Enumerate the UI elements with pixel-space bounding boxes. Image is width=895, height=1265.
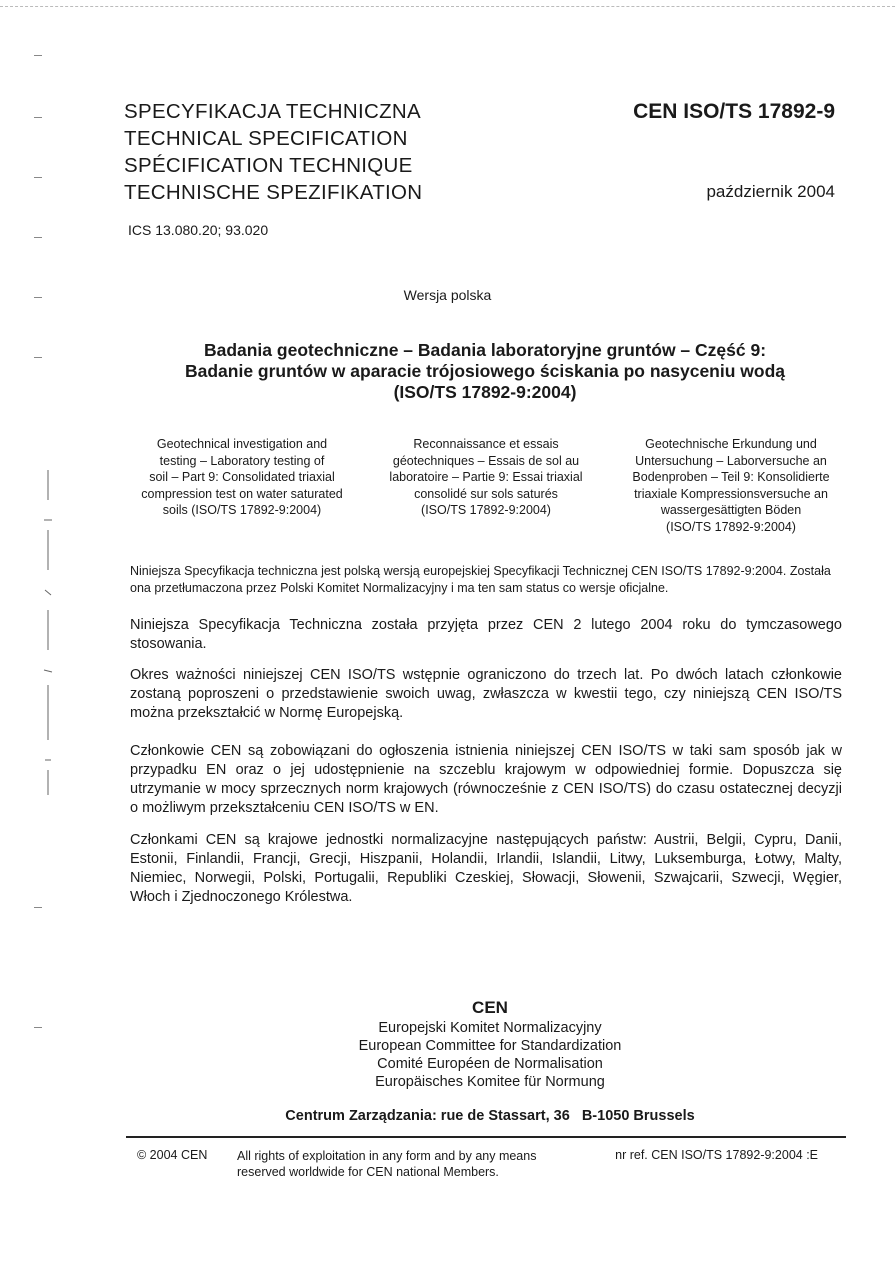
main-title-line: Badanie gruntów w aparacie trójosiowego ściskania po nasyceniu wodą [184,361,786,381]
rights-statement: All rights of exploitation in any form and by any means reserved worldwide for CEN national Members. [237,1149,537,1179]
copyright: © 2004 CEN [137,1148,208,1162]
title-french-line: géotechniques – Essais de sol au [392,453,580,468]
scan-top-edge [0,6,895,7]
paragraph-validity: Okres ważności niniejszej CEN ISO/TS wstępnie ograniczono do trzech lat. Po dwóch latach członkowie zostaną poproszeni o przedstawienie swoich uwag, zwłaszcza w kwestii tego, czy niniejszą CEN ISO/TS można przekształcić w Normę Europejską. [130,667,842,721]
title-french-line: (ISO/TS 17892-9:2004) [421,503,551,517]
title-german-line: Geotechnische Erkundung und [645,437,817,451]
title-english-line: Geotechnical investigation and [156,437,328,451]
specification-titles [124,98,422,206]
title-german-line: triaxiale Kompressionsversuche an [634,486,828,501]
title-english-line: soils (ISO/TS 17892-9:2004) [162,503,322,517]
main-title [130,340,840,403]
margin-mark [34,907,42,908]
paragraph-members: Członkami CEN są krajowe jednostki normalizacyjne następujących państw: Austrii, Belgii, Cypru, Danii, Estonii, Finlandii, Francji, Grecji, Hiszpanii, Holandii, Irlandii, Islandii, Litwy, Luksemburga, Łotwy, Malty, Niemiec, Norwegii, Polski, Portugalii, Republiki Czeskiej, Słowacji, Słowenii, Szwajcarii, Szwecji, Węgier, Włoch i Zjednoczonego Królestwa. [130,832,842,905]
title-german-line: Untersuchung – Laborversuche an [635,453,827,468]
cen-title: CEN [472,998,508,1017]
title-french-line: consolidé sur sols saturés [414,486,558,501]
version-label: Wersja polska [403,287,492,303]
title-german-line: (ISO/TS 17892-9:2004) [666,519,796,534]
margin-mark [34,357,42,358]
margin-mark [34,237,42,238]
title-french [372,436,600,519]
cen-name: European Committee for Standardization [358,1038,622,1054]
title-pl: SPECYFIKACJA TECHNICZNA [124,100,421,123]
main-title-line: (ISO/TS 17892-9:2004) [393,382,577,402]
title-german [612,436,850,535]
title-english-line: soil – Part 9: Consolidated triaxial [149,470,335,484]
paragraph-obligations: Członkowie CEN są zobowiązani do ogłoszenia istnienia niniejszej CEN ISO/TS w taki sam sposób jak w przypadku EN oraz o jej udostępnienie na szczeblu krajowym w odpowiedniej formie. Dopuszcza się utrzymanie w mocy sprzecznych norm krajowych (równocześnie z CEN ISO/TS) do czasu ostatecznej decyzji o możliwym przekształceniu CEN ISO/TS w EN. [130,743,842,816]
title-de: TECHNISCHE SPEZIFIKATION [124,181,423,204]
cen-block [0,999,895,1091]
cen-address: Centrum Zarządzania: rue de Stassart, 36 B-1050 Brussels [285,1108,695,1124]
side-stamp-graphic [40,460,56,800]
publication-date: październik 2004 [706,182,835,201]
title-english-line: testing – Laboratory testing of [159,453,325,468]
title-english [128,436,356,519]
ics-code: ICS 13.080.20; 93.020 [128,222,269,238]
margin-mark [34,55,42,56]
footer-divider [126,1136,846,1138]
title-french-line: laboratoire – Partie 9: Essai triaxial [389,470,583,484]
title-french-line: Reconnaissance et essais [413,437,559,451]
reference-number: nr ref. CEN ISO/TS 17892-9:2004 :E [615,1148,818,1162]
paragraph-adoption: Niniejsza Specyfikacja Techniczna została przyjęta przez CEN 2 lutego 2004 roku do tymczasowego stosowania. [130,617,842,652]
document-reference: CEN ISO/TS 17892-9 [633,100,835,123]
title-fr: SPÉCIFICATION TECHNIQUE [124,154,413,177]
cen-name: Comité Européen de Normalisation [377,1056,603,1072]
main-title-line: Badania geotechniczne – Badania laboratoryjne gruntów – Część 9: [203,340,767,360]
cen-name: Europäisches Komitee für Normung [375,1074,605,1090]
margin-mark [34,177,42,178]
margin-mark [34,117,42,118]
title-english-line: compression test on water saturated [141,486,343,501]
translation-note: Niniejsza Specyfikacja techniczna jest polską wersją europejskiej Specyfikacji Technicznej CEN ISO/TS 17892-9:2004. Została ona przetłumaczona przez Polski Komitet Normalizacyjny i ma ten sam status co wersje oficjalne. [130,564,831,595]
cen-name: Europejski Komitet Normalizacyjny [378,1020,602,1036]
title-en: TECHNICAL SPECIFICATION [124,127,408,150]
title-german-line: wassergesättigten Böden [660,503,802,517]
title-german-line: Bodenproben – Teil 9: Konsolidierte [632,470,830,484]
